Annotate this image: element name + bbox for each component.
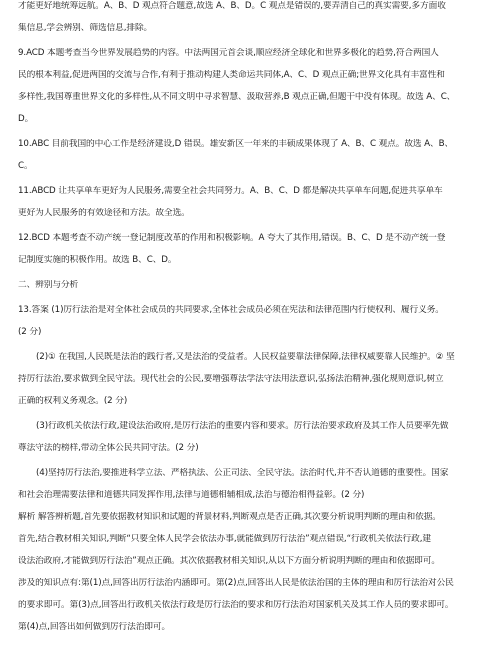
point-4-line: (4)坚持厉行法治,要推进科学立法、严格执法、公正司法、全民守法。法治时代,并不否认道德的重要性。国家 (36, 468, 449, 478)
text-line: 才能更好地统筹远航。A、B、D 观点符合题意,故选 A、B、D。C 观点是错误的,要弄清自己的真实需要,多方面收 (18, 1, 446, 11)
text-line: 尊法守法的榜样,带动全体公民共同守法。(2 分) (18, 443, 199, 453)
text-line: 民的根本利益,促进两国的交流与合作,有利于推动构建人类命运共同体,A、C、D 观点正确;世界文化具有丰富性和 (18, 70, 445, 80)
text-line: 集信息,学会辨别、筛选信息,排除。 (18, 23, 153, 33)
section-heading: 二、辨别与分析 (18, 280, 79, 290)
text-line: 的要求即可。第(3)点,回答出行政机关依法行政是厉行法治的要求和厉行法治对国家机关及其工作人员的要求即可。 (18, 600, 454, 610)
answer-11-line: 11.ABCD 让共享单车更好为人民服务,需要全社会共同努力。A、B、C、D 都是解决共享单车问题,促进共享单车 (18, 186, 443, 196)
text-line: 记制度实施的积极作用。故选 B、C、D。 (18, 255, 177, 265)
text-line: 第(4)点,回答出如何做到厉行法治即可。 (18, 622, 171, 632)
text-line: 设法治政府,才能做到厉行法治”观点正确。其次依据教材相关知识,从以下方面分析说明判断的理由和依据即可。 (18, 556, 440, 566)
text-line: 持厉行法治,要求做到全民守法。现代社会的公民,要增强尊法学法守法用法意识,弘扬法治精神,强化规则意识,树立 (18, 374, 444, 384)
text-line: 正确的权利义务观念。(2 分) (18, 396, 128, 406)
text-line: 多样性,我国尊重世界文化的多样性,从不同文明中寻求智慧、汲取营养,B 观点正确,但题干中没有体现。故选 A、C、 (18, 92, 456, 102)
text-line: 和社会治理需要法律和道德共同发挥作用,法律与道德相辅相成,法治与德治相得益彰。(2 分) (18, 490, 365, 500)
analysis-line: 解析 解答辨析题,首先要依据教材知识和试题的背景材料,判断观点是否正确,其次要分析说明判断的理由和依据。 (18, 512, 441, 522)
text-line: 首先,结合教材相关知识,判断“只要全体人民学会依法办事,就能做到厉行法治”观点错误,“行政机关依法行政,建 (18, 534, 431, 544)
text-line: D。 (18, 114, 34, 124)
text-line: C。 (18, 161, 33, 171)
answer-10-line: 10.ABC 目前我国的中心工作是经济建设,D 错误。雄安新区一年来的丰硕成果体现了 A、B、C 观点。故选 A、B、 (18, 139, 454, 149)
answer-13-line: 13.答案 (1)厉行法治是对全体社会成员的共同要求,全体社会成员必须在宪法和法律范围内行使权利、履行义务。 (18, 305, 444, 315)
answer-9-line: 9.ACD 本题考查当今世界发展趋势的内容。中法两国元首会谈,顺应经济全球化和世界多极化的趋势,符合两国人 (18, 48, 439, 58)
text-line: (2 分) (18, 327, 42, 337)
text-line: 涉及的知识点有:第(1)点,回答出厉行法治内涵即可。第(2)点,回答出人民是依法治国的主体的理由和厉行法治对公民 (18, 578, 454, 588)
text-line: 更好为人民服务的有效途径和方法。故全选。 (18, 208, 190, 218)
point-2-line: (2)① 在我国,人民既是法治的践行者,又是法治的受益者。人民权益要靠法律保障,法律权威要靠人民维护。② 坚 (36, 352, 455, 362)
answer-12-line: 12.BCD 本题考查不动产统一登记制度改革的作用和积极影响。A 夸大了其作用,错误。B、C、D 是不动产统一登 (18, 233, 446, 243)
point-3-line: (3)行政机关依法行政,建设法治政府,是厉行法治的重要内容和要求。厉行法治要求政府及其工作人员要率先做 (36, 421, 449, 431)
